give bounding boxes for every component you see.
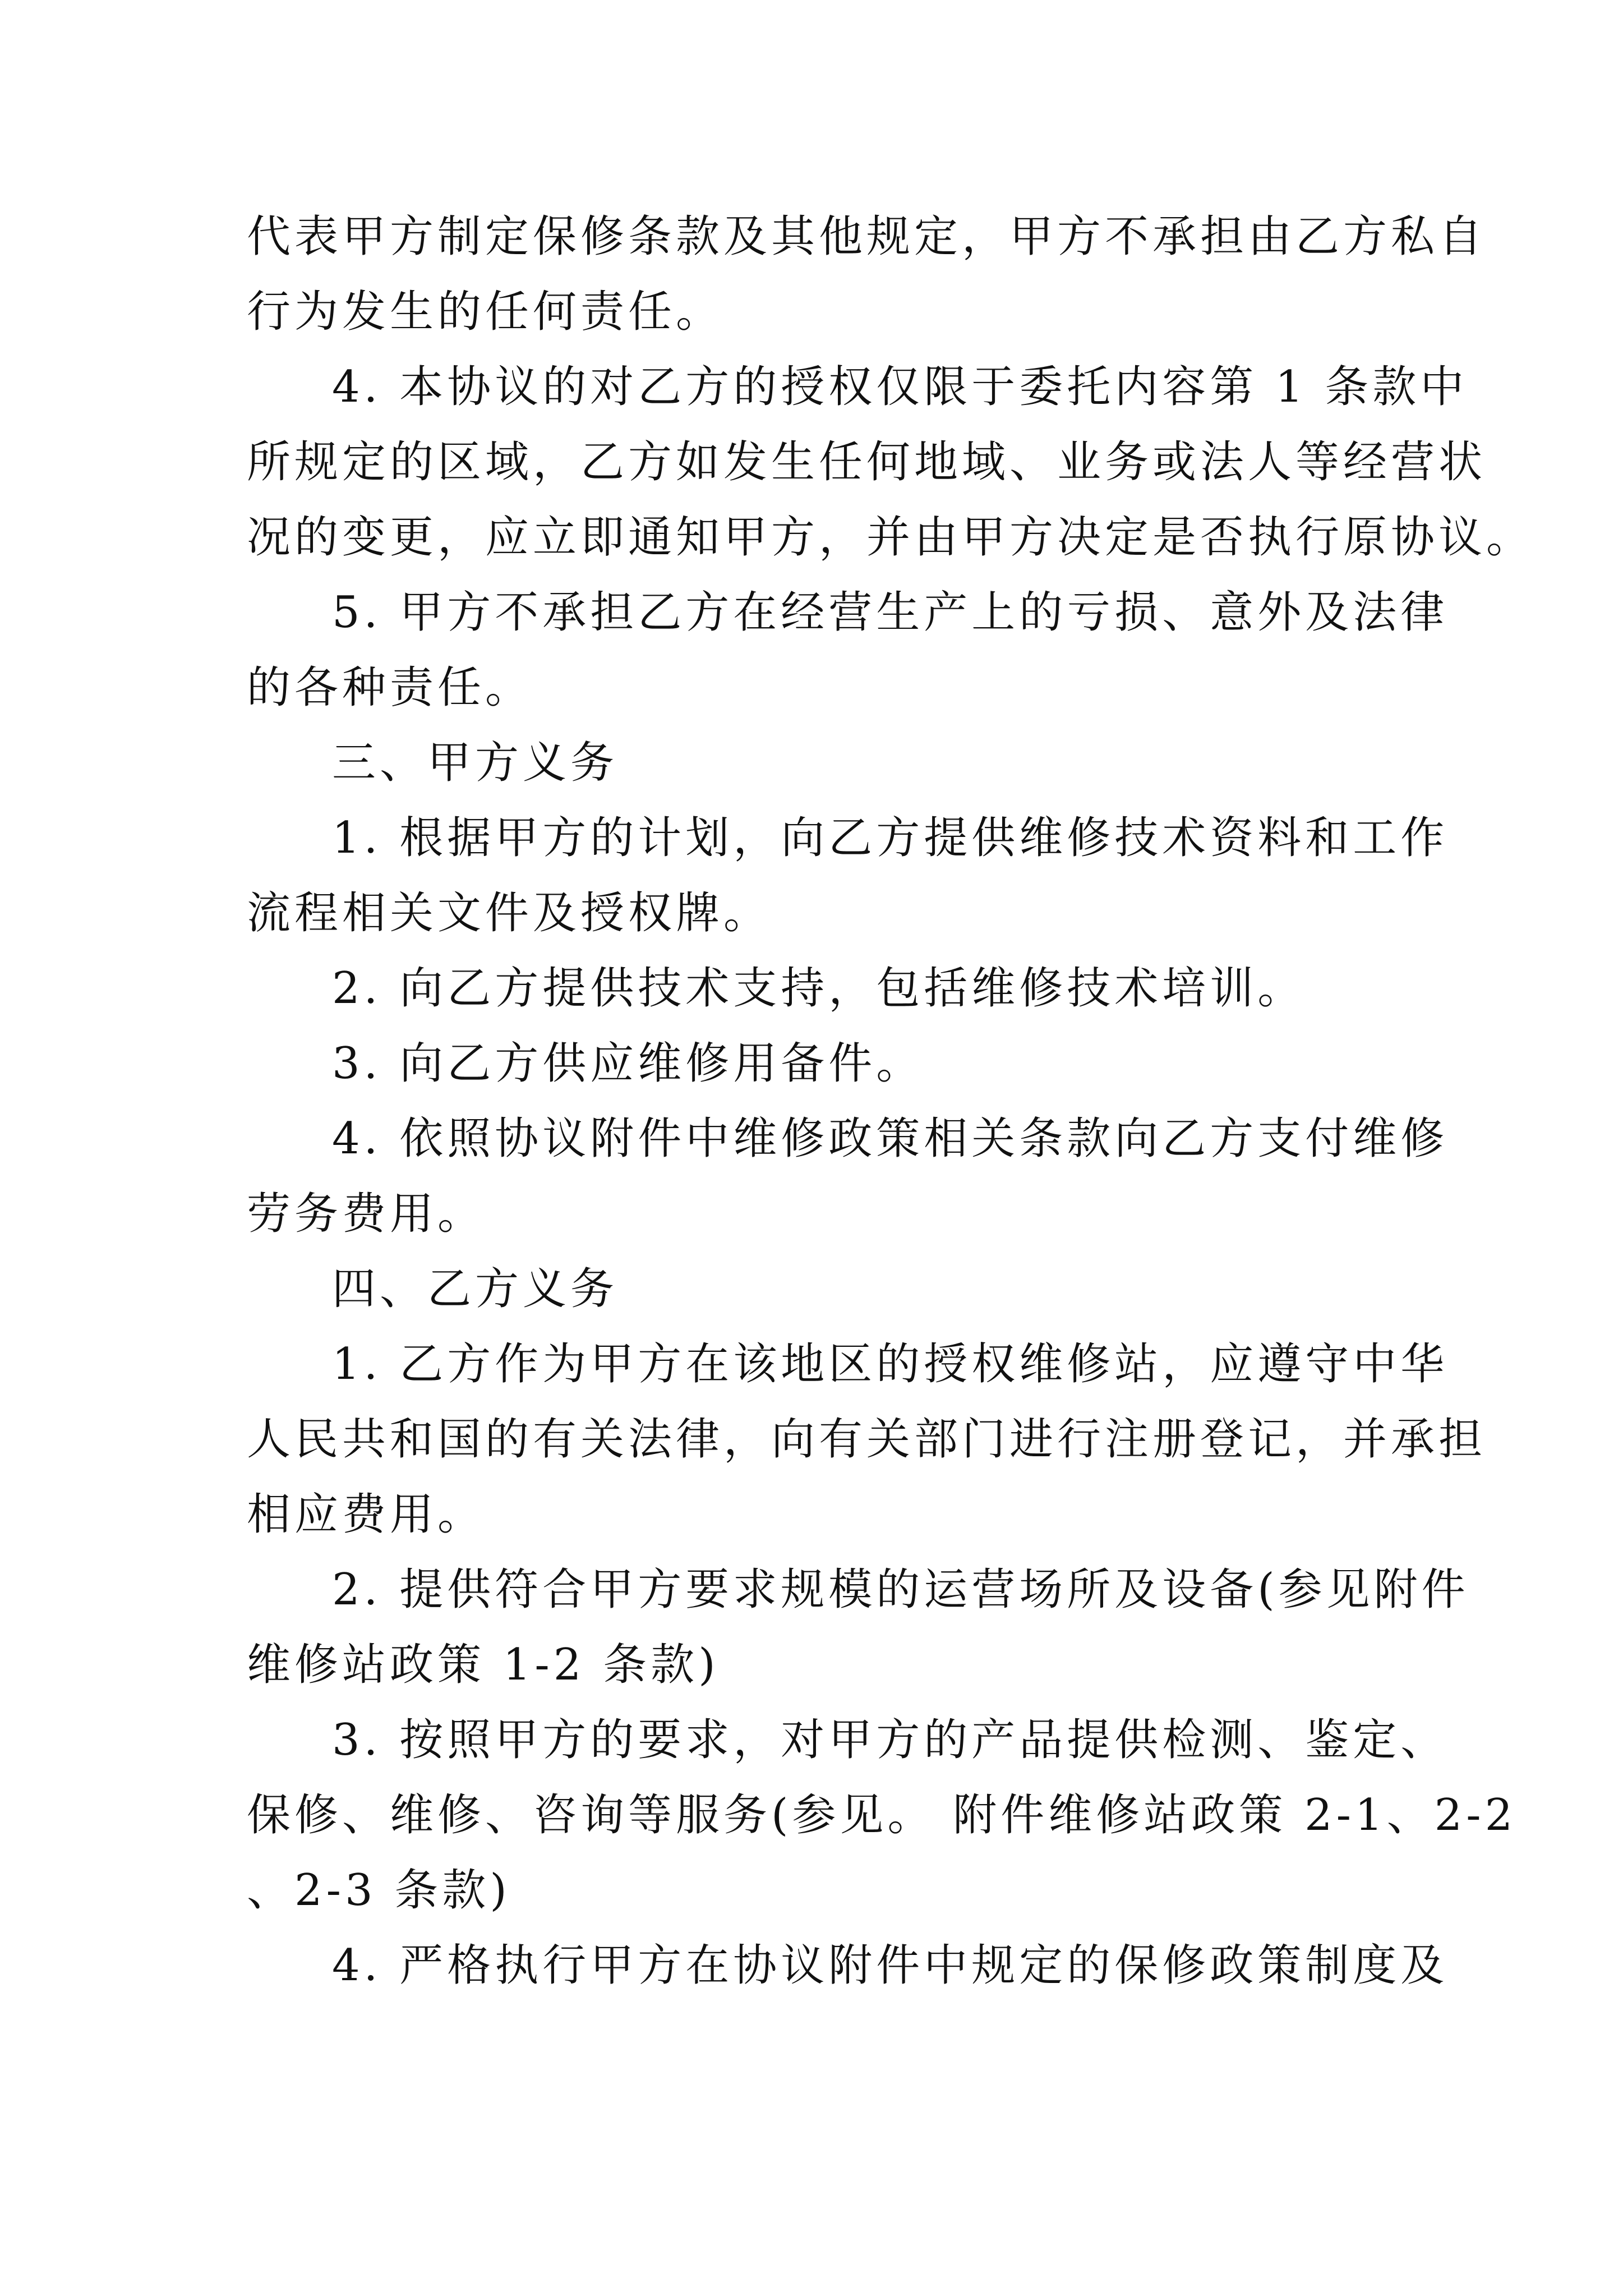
text-line: 4. 严格执行甲方在协议附件中规定的保修政策制度及 [332,1940,1449,1991]
text-line: 劳务费用。 [247,1189,486,1239]
text-line: 相应费用。 [247,1489,486,1540]
text-line: 2. 向乙方提供技术支持，包括维修技术培训。 [332,963,1306,1014]
text-line: 4. 依照协议附件中维修政策相关条款向乙方支付维修 [332,1114,1449,1164]
text-line: 所规定的区域，乙方如发生任何地域、业务或法人等经营状 [247,437,1487,487]
text-line: 保修、维修、咨询等服务(参见。 附件维修站政策 2-1、2-2 [247,1790,1517,1841]
text-line: 3. 向乙方供应维修用备件。 [332,1038,924,1089]
text-line: 维修站政策 1-2 条款) [247,1640,720,1690]
text-line: 4. 本协议的对乙方的授权仅限于委托内容第 1 条款中 [332,362,1468,412]
text-line: 、2-3 条款) [247,1865,511,1916]
text-line: 流程相关文件及授权牌。 [247,888,772,938]
text-line: 1. 根据甲方的计划，向乙方提供维修技术资料和工作 [332,813,1449,863]
text-line: 3. 按照甲方的要求，对甲方的产品提供检测、鉴定、 [332,1715,1449,1765]
document-body [247,199,1534,2003]
text-line: 2. 提供符合甲方要求规模的运营场所及设备(参见附件 [332,1565,1469,1615]
section-heading: 四、乙方义务 [332,1264,619,1314]
text-line: 的各种责任。 [247,662,533,713]
text-line: 5. 甲方不承担乙方在经营生产上的亏损、意外及法律 [332,587,1449,638]
text-line: 况的变更，应立即通知甲方，并由甲方决定是否执行原协议。 [247,512,1534,563]
text-line: 1. 乙方作为甲方在该地区的授权维修站，应遵守中华 [332,1339,1449,1389]
text-line: 代表甲方制定保修条款及其他规定，甲方不承担由乙方私自 [247,211,1487,262]
text-line: 人民共和国的有关法律，向有关部门进行注册登记，并承担 [247,1414,1487,1465]
text-line: 行为发生的任何责任。 [247,287,724,337]
section-heading: 三、甲方义务 [332,738,619,788]
